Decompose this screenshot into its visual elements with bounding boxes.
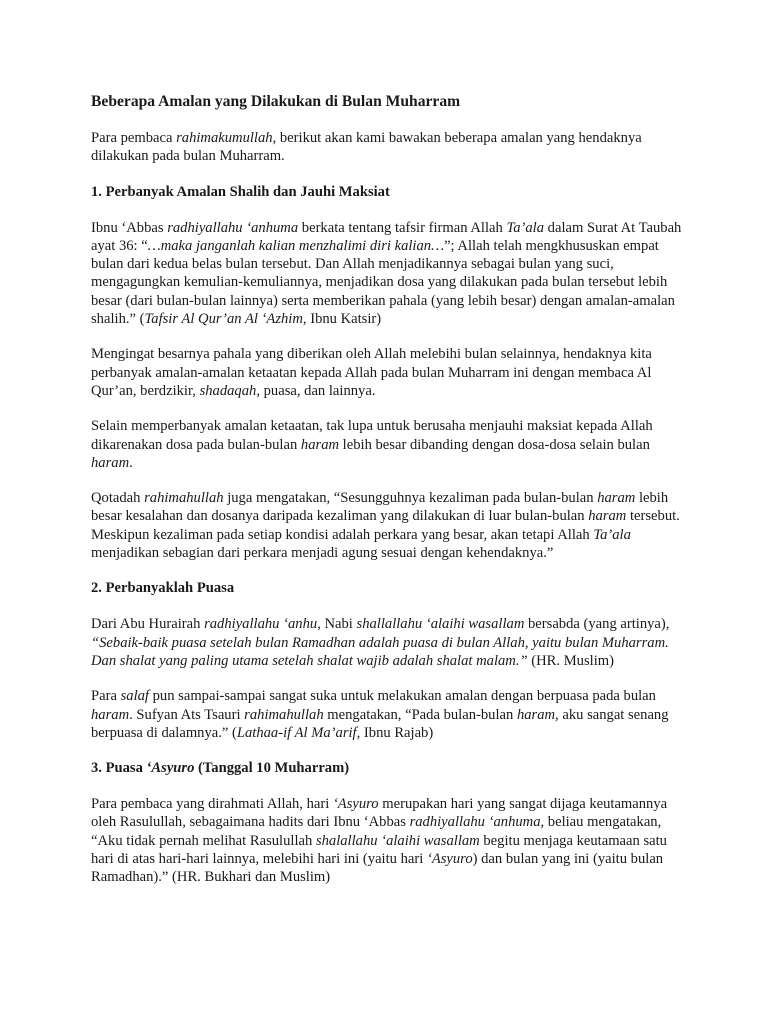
text-run: aku sangat senang berpuasa di dalamnya.” ( xyxy=(91,706,669,741)
text-run: dalam Surat At Taubah ayat 36: “ xyxy=(91,219,682,254)
text-run: merupakan hari yang sangat dijaga keutamannya oleh Rasulullah, sebagaimana hadits dari Ibnu ‘Abbas xyxy=(91,796,668,831)
text-run: lebih besar kesalahan dan dosanya daripada kezaliman yang dilakukan di luar bulan-bulan xyxy=(91,490,669,525)
text-run: menjadikan sebagian dari perkara menjadi agung sesuai dengan kehendaknya.” xyxy=(91,545,554,562)
intro-paragraph xyxy=(91,129,688,166)
italic-text-run: rahimahullah xyxy=(244,706,324,723)
text-run: 1. Perbanyak Amalan Shalih dan Jauhi Maksiat xyxy=(91,183,390,200)
italic-text-run: ‘Asyuro xyxy=(332,796,379,813)
italic-text-run: Ta’ala xyxy=(593,526,631,543)
body-paragraph xyxy=(91,345,688,400)
italic-text-run: ‘Asyuro xyxy=(146,760,195,777)
italic-text-run: salaf xyxy=(120,688,149,705)
italic-text-run: radhiyallahu ‘anhu xyxy=(204,616,318,633)
body-paragraph xyxy=(91,417,688,472)
italic-text-run: shallallahu ‘alaihi wasallam xyxy=(356,616,525,633)
text-run: Ibnu Rajab) xyxy=(360,724,434,741)
text-run: 2. Perbanyaklah Puasa xyxy=(91,580,235,597)
text-run: (HR. Muslim) xyxy=(527,652,614,669)
text-run: . xyxy=(129,454,133,471)
section-heading xyxy=(91,759,688,778)
section-heading xyxy=(91,579,688,598)
text-run: Selain memperbanyak amalan ketaatan, tak lupa untuk berusaha menjauhi maksiat kepada Allah dikarenakan dosa pada bulan-bulan xyxy=(91,418,653,453)
italic-text-run: haram xyxy=(597,490,636,507)
text-run: juga mengatakan, “Sesungguhnya kezaliman pada bulan-bulan xyxy=(223,490,598,507)
section-heading xyxy=(91,183,688,202)
text-run: ) dan bulan yang ini (yaitu bulan Ramadhan).” (HR. Bukhari dan Muslim) xyxy=(91,851,664,886)
italic-text-run: “Sebaik-baik puasa setelah bulan Ramadhan adalah puasa di bulan Allah, yaitu bulan Muharram. Dan shalat yang paling utama setelah shalat wajib adalah shalat malam.” xyxy=(91,634,669,669)
text-run: (Tanggal 10 Muharram) xyxy=(194,760,350,777)
text-run: , puasa, dan lainnya. xyxy=(256,382,376,399)
italic-text-run: haram xyxy=(300,436,340,453)
text-run: Para pembaca yang dirahmati Allah, hari xyxy=(91,796,333,813)
document-title: Beberapa Amalan yang Dilakukan di Bulan Muharram xyxy=(91,93,461,110)
italic-text-run: rahimakumullah xyxy=(176,130,273,146)
italic-text-run: Lathaa-if Al Ma’arif, xyxy=(236,724,361,741)
text-run: mengatakan, “Pada bulan-bulan xyxy=(323,706,517,723)
text-run: Dari Abu Hurairah xyxy=(91,616,205,633)
italic-text-run: haram xyxy=(91,454,130,471)
text-run: Qotadah xyxy=(91,490,145,507)
italic-text-run: Ta’ala xyxy=(506,219,545,236)
italic-text-run: shalallahu ‘alaihi wasallam xyxy=(315,832,480,849)
italic-text-run: haram xyxy=(588,508,627,525)
italic-text-run: Tafsir Al Qur’an Al ‘Azhim xyxy=(144,311,303,328)
body-paragraph xyxy=(91,687,688,742)
text-run: ”; Allah telah mengkhususkan empat bulan dari kedua belas bulan tersebut. Dan Allah menjadikannya sebagai bulan yang suci, mengagungkan kemulian-kemuliannya, menjadikan dosa yang dilakukan pada bulan tersebut lebih besar (dari bulan-bulan lainnya) serta memberikan pahala (yang lebih besar) dengan amalan-amalan shalih.” ( xyxy=(91,237,675,328)
italic-text-run: shadaqah xyxy=(199,382,257,399)
text-run: tersebut. Meskipun kezaliman pada setiap kondisi adalah perkara yang besar, akan tetapi Allah xyxy=(91,508,680,543)
italic-text-run: radhiyallahu ‘anhuma xyxy=(167,219,299,236)
text-run: , berikut akan kami bawakan beberapa amalan yang hendaknya dilakukan pada bulan Muharram. xyxy=(91,130,642,165)
text-run: Para xyxy=(91,688,121,705)
text-run: berkata tentang tafsir firman Allah xyxy=(298,219,507,236)
italic-text-run: …maka janganlah kalian menzhalimi diri kalian… xyxy=(147,237,445,254)
text-run: 3. Puasa xyxy=(91,760,147,777)
text-run: , Nabi xyxy=(317,616,357,633)
italic-text-run: radhiyallahu ‘anhuma xyxy=(409,814,541,831)
text-run: Mengingat besarnya pahala yang diberikan oleh Allah melebihi bulan selainnya, hendaknya kita perbanyak amalan-amalan ketaatan kepada Allah pada bulan Muharram ini dengan membaca Al Qur’an, berdzikir, xyxy=(91,346,652,399)
text-run: , Ibnu Katsir) xyxy=(302,311,382,328)
body-paragraph xyxy=(91,219,688,329)
body-paragraph xyxy=(91,489,688,562)
text-run: . Sufyan Ats Tsauri xyxy=(129,706,245,723)
italic-text-run: haram, xyxy=(516,706,559,723)
body-paragraph xyxy=(91,615,688,670)
text-run: lebih besar dibanding dengan dosa-dosa selain bulan xyxy=(339,436,650,453)
italic-text-run: haram xyxy=(91,706,130,723)
italic-text-run: rahimahullah xyxy=(144,490,224,507)
text-run: bersabda (yang artinya), xyxy=(524,616,670,633)
text-run: Ibnu ‘Abbas xyxy=(91,219,168,236)
body-paragraph xyxy=(91,795,688,886)
text-run: begitu menjaga keutamaan satu hari di atas hari-hari lainnya, melebihi hari ini (yaitu hari xyxy=(91,832,667,868)
italic-text-run: ‘Asyuro xyxy=(426,851,473,868)
text-run: , beliau mengatakan, “Aku tidak pernah melihat Rasulullah xyxy=(91,814,662,849)
text-run: Para pembaca xyxy=(91,130,177,146)
text-run: pun sampai-sampai sangat suka untuk melakukan amalan dengan berpuasa pada bulan xyxy=(148,688,656,705)
